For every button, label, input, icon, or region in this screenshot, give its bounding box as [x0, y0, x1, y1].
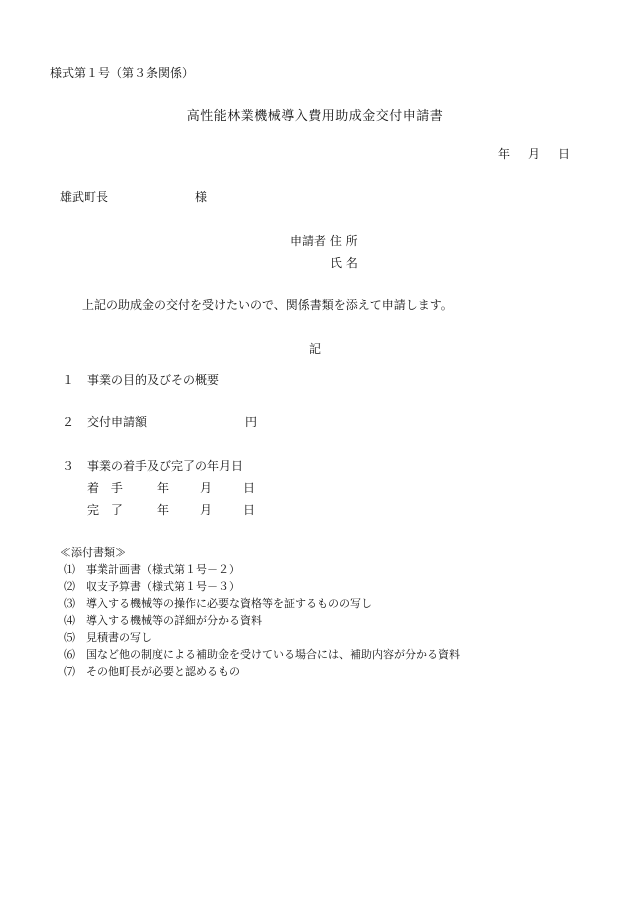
schedule-end-year: 年 [157, 503, 170, 517]
applicant-name-label: 氏 名 [330, 256, 358, 270]
attachment-index: ⑵ [64, 580, 75, 593]
form-number: 様式第１号（第３条関係） [50, 66, 195, 80]
addressee-name: 雄武町長 [60, 190, 109, 204]
application-statement: 上記の助成金の交付を受けたいので、関係書類を添えて申請します。 [82, 298, 453, 312]
attachment-index: ⑹ [64, 648, 75, 661]
schedule-end-month: 月 [200, 503, 213, 517]
amount-unit: 円 [245, 415, 258, 429]
item-text: 事業の目的及びその概要 [87, 373, 220, 387]
attachment-item: 見積書の写し [86, 631, 152, 644]
attachment-item: 導入する機械等の操作に必要な資格等を証するものの写し [86, 597, 372, 610]
date-month-label: 月 [527, 147, 540, 161]
item-text: 事業の着手及び完了の年月日 [87, 459, 244, 473]
ki-heading: 記 [308, 342, 321, 356]
attachment-index: ⑶ [64, 597, 75, 610]
attachment-index: ⑷ [64, 614, 75, 627]
schedule-start-month: 月 [200, 481, 213, 495]
attachments-heading: ≪添付書類≫ [60, 546, 126, 559]
attachment-item: 事業計画書（様式第１号－２） [86, 563, 240, 576]
schedule-end-day: 日 [243, 503, 256, 517]
document-title: 高性能林業機械導入費用助成金交付申請書 [186, 109, 444, 124]
schedule-start-day: 日 [243, 481, 256, 495]
item-text: 交付申請額 [87, 415, 148, 429]
schedule-start-year: 年 [157, 481, 170, 495]
attachment-index: ⑴ [64, 563, 75, 576]
attachment-index: ⑸ [64, 631, 75, 644]
item-number: １ [62, 373, 75, 387]
date-year-label: 年 [497, 147, 510, 161]
item-number: ３ [62, 459, 75, 473]
attachment-item: 導入する機械等の詳細が分かる資料 [86, 614, 262, 627]
date-day-label: 日 [557, 147, 570, 161]
schedule-start-label: 着 手 [87, 481, 127, 495]
schedule-end-label: 完 了 [87, 503, 127, 517]
date-line [498, 148, 570, 160]
attachment-item: 国など他の制度による補助金を受けている場合には、補助内容が分かる資料 [86, 648, 460, 661]
applicant-address-label: 申請者 住 所 [290, 234, 358, 248]
attachment-item: 収支予算書（様式第１号－３） [86, 580, 240, 593]
attachment-index: ⑺ [64, 665, 75, 678]
attachment-item: その他町長が必要と認めるもの [86, 665, 240, 678]
addressee-honorific: 様 [195, 190, 208, 204]
item-number: ２ [62, 415, 75, 429]
